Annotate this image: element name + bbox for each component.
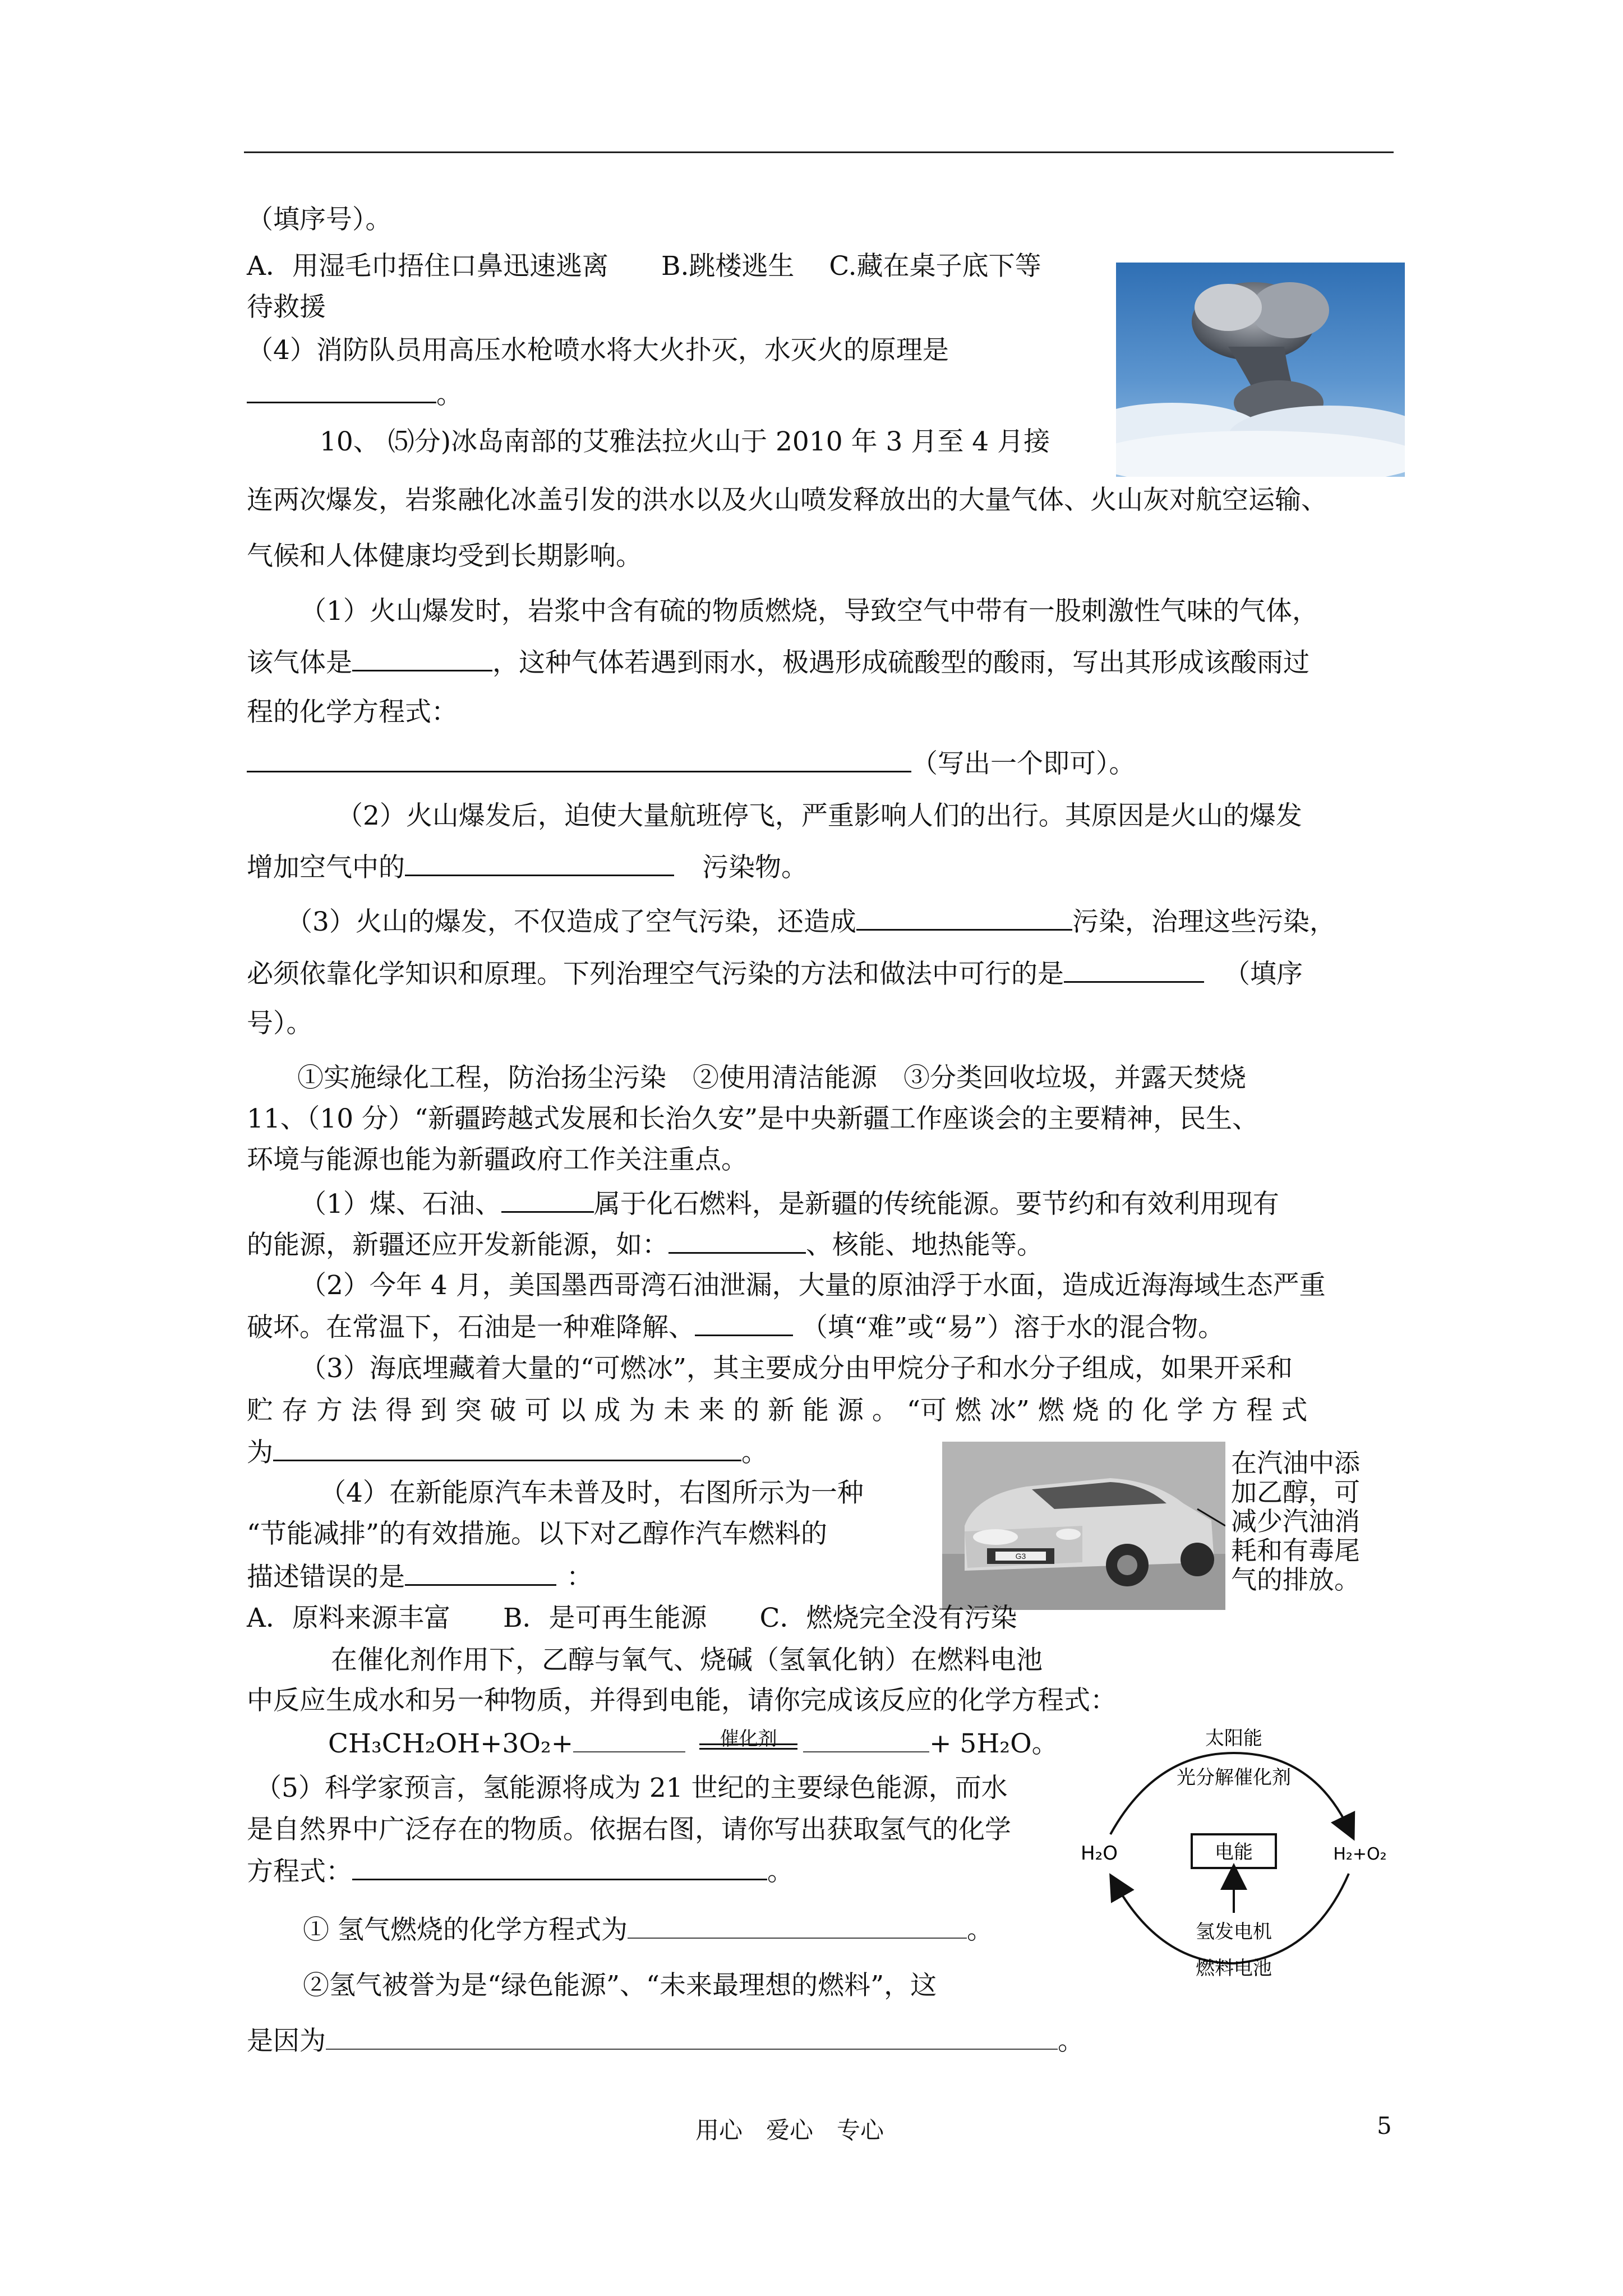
line-03: 待救援 (247, 292, 326, 323)
answer-blank[interactable] (856, 904, 1072, 931)
line-13: （2）火山爆发后，迫使大量航班停飞，严重影响人们的出行。其原因是火山的爆发 (336, 800, 1302, 831)
line-09: （1）火山爆发时，岩浆中含有硫的物质燃烧，导致空气中带有一股刺激性气味的气体， (300, 596, 1318, 627)
answer-blank[interactable] (803, 1727, 929, 1752)
line-28: （4）在新能原汽车未普及时，右图所示为一种 (320, 1478, 864, 1508)
line-39: ②氢气被誉为是“绿色能源”、“未来最理想的燃料”，这 (303, 1970, 937, 2001)
line-33: 中反应生成水和另一种物质，并得到电能，请你完成该反应的化学方程式： (247, 1685, 1117, 1716)
answer-blank[interactable] (668, 1227, 806, 1254)
car-note: 在汽油中添 加乙醇，可 减少汽油消 耗和有毒尾 气的排放。 (1231, 1448, 1360, 1595)
diagram-center: 电能 (1215, 1841, 1253, 1864)
car-photo (942, 1442, 1225, 1610)
line-01: （填序号）。 (247, 204, 392, 235)
answer-blank[interactable] (352, 645, 492, 671)
hydrogen-cycle-diagram (1077, 1722, 1391, 2014)
line-07: 连两次爆发，岩浆融化冰盖引发的洪水以及火山喷发释放出的大量气体、火山灰对航空运输、 (247, 485, 1327, 516)
answer-blank[interactable] (247, 377, 436, 403)
answer-blank[interactable] (695, 1310, 793, 1336)
answer-blank[interactable] (352, 1854, 767, 1880)
line-37: 方程式： 。 (247, 1854, 794, 1889)
equation-left: CH₃CH₂OH+3O₂+ (328, 1728, 574, 1759)
diagram-bottom1: 氢发电机 (1196, 1921, 1272, 1943)
line-17: 号）。 (247, 1008, 313, 1039)
line-11: 程的化学方程式： (247, 697, 458, 728)
line-05: 。 (247, 377, 463, 412)
q11-header: 11、（10 分）“新疆跨越式发展和长治久安”是中央新疆工作座谈会的主要精神，民生、 (247, 1103, 1259, 1134)
equation-right: + 5H₂O。 (929, 1728, 1058, 1759)
diagram-left: H₂O (1081, 1842, 1118, 1865)
line-18: ①实施绿化工程，防治扬尘污染 ②使用清洁能源 ③分类回收垃圾，并露天焚烧 (297, 1062, 1246, 1093)
diagram-top1: 太阳能 (1205, 1727, 1262, 1750)
answer-blank[interactable] (273, 1435, 741, 1461)
line-20: 环境与能源也能为新疆政府工作关注重点。 (247, 1144, 748, 1175)
line-32: 在催化剂作用下，乙醇与氧气、烧碱（氢氧化钠）在燃料电池 (331, 1645, 1043, 1676)
line-04: （4）消防队员用高压水枪喷水将大火扑灭，水灭火的原理是 (247, 335, 949, 366)
answer-blank[interactable] (628, 1913, 967, 1939)
line-08: 气候和人体健康均受到长期影响。 (247, 541, 642, 572)
answer-blank[interactable] (405, 850, 674, 876)
answer-blank[interactable] (501, 1186, 594, 1213)
q10-header: 10、 ⑸分)冰岛南部的艾雅法拉火山于 2010 年 3 月至 4 月接 (320, 426, 1050, 457)
line-26: 贮 存 方 法 得 到 突 破 可 以 成 为 未 来 的 新 能 源 。 “可 燃 冰” 燃 烧 的 化 学 方 程 式 (247, 1395, 1308, 1426)
catalyst-label: 催化剂 (720, 1728, 777, 1750)
answer-blank[interactable] (573, 1727, 685, 1752)
line-14: 增加空气中的 污染物。 (247, 850, 808, 885)
line-22: 的能源，新疆还应开发新能源，如： 、核能、地热能等。 (247, 1227, 1043, 1262)
line-40: 是因为 。 (247, 2024, 1084, 2058)
line-38: ① 氢气燃烧的化学方程式为 。 (303, 1913, 993, 1947)
line-16: 必须依靠化学知识和原理。下列治理空气污染的方法和做法中可行的是 （填序 (247, 956, 1303, 991)
line-31: A．原料来源丰富 B．是可再生能源 C．燃烧完全没有污染 (247, 1603, 1017, 1634)
page-number: 5 (1377, 2112, 1392, 2139)
line-27: 为 。 (247, 1435, 768, 1470)
catalyst-arrow (699, 1727, 797, 1755)
line-36: 是自然界中广泛存在的物质。依据右图，请你写出获取氢气的化学 (247, 1814, 1011, 1845)
line-30: 描述错误的是 ： (247, 1559, 593, 1594)
answer-blank[interactable] (247, 746, 911, 772)
line-21: （1）煤、石油、 属于化石燃料，是新疆的传统能源。要节约和有效利用现有 (300, 1186, 1279, 1221)
line-15: （3）火山的爆发，不仅造成了空气污染，还造成 污染，治理这些污染， (286, 904, 1336, 939)
answer-blank[interactable] (405, 1559, 556, 1586)
line-35: （5）科学家预言，氢能源将成为 21 世纪的主要绿色能源，而水 (255, 1773, 1008, 1803)
line-10: 该气体是 ，这种气体若遇到雨水，极遇形成硫酸型的酸雨，写出其形成该酸雨过 (247, 645, 1310, 680)
answer-blank[interactable] (1064, 956, 1204, 983)
diagram-right: H₂+O₂ (1333, 1844, 1387, 1864)
line-24: 破坏。在常温下，石油是一种难降解、 （填“难”或“易”）溶于水的混合物。 (247, 1310, 1224, 1345)
diagram-bottom2: 燃料电池 (1196, 1957, 1272, 1980)
car-plate: G3 (1015, 1552, 1026, 1561)
answer-blank[interactable] (326, 2024, 1058, 2050)
line-23: （2）今年 4 月，美国墨西哥湾石油泄漏，大量的原油浮于水面，造成近海海域生态严重 (300, 1270, 1326, 1301)
diagram-top2: 光分解催化剂 (1177, 1766, 1291, 1789)
volcano-photo (1116, 263, 1405, 477)
chemical-equation (328, 1727, 1058, 1761)
line-25: （3）海底埋藏着大量的“可燃冰”，其主要成分由甲烷分子和水分子组成，如果开采和 (300, 1353, 1293, 1384)
header-rule (244, 151, 1394, 153)
line-12: （写出一个即可）。 (247, 746, 1136, 781)
line-02: A．用湿毛巾捂住口鼻迅速逃离 B.跳楼逃生 C.藏在桌子底下等 (247, 251, 1041, 282)
footer-motto: 用心 爱心 专心 (695, 2116, 884, 2144)
line-29: “节能减排”的有效措施。以下对乙醇作汽车燃料的 (247, 1519, 828, 1549)
